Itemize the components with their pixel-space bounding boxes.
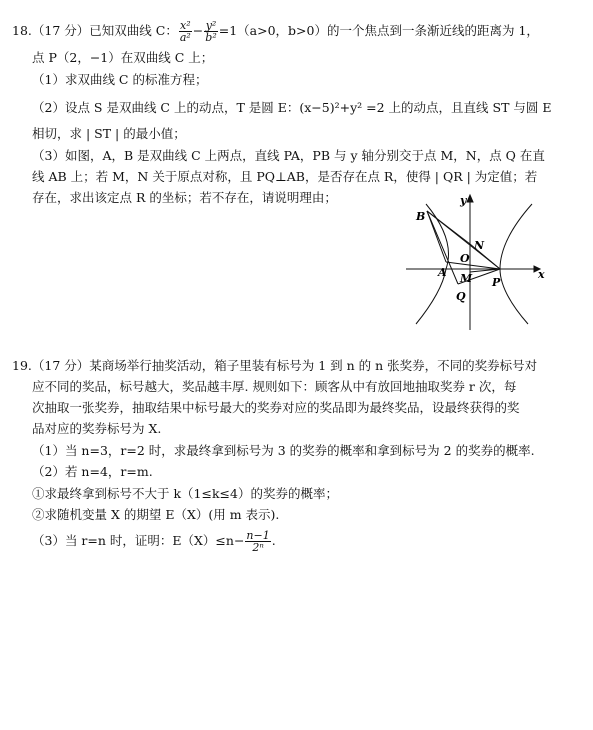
q18-part-2-b: 相切，求 | ST | 的最小值；: [32, 126, 186, 141]
q19-l1: 某商场举行抽奖活动，箱子里装有标号为 1 到 n 的 n 张奖券，不同的奖券标号对: [89, 358, 538, 373]
q19-part-3: [32, 530, 276, 553]
q18-part-2-a: （2）设点 S 是双曲线 C 上的动点，T 是圆 E：(x−5)²+y² =2 上的动点，且直线 ST 与圆 E: [32, 100, 552, 115]
q18-part-1: （1）求双曲线 C 的标准方程；: [32, 72, 208, 87]
q18-intro-post: =1（a>0，b>0）的一个焦点到一条渐近线的距离为 1，: [218, 23, 539, 38]
q19-line-4: 品对应的奖券标号为 X.: [32, 421, 162, 436]
fraction-n-minus-1-over-2n: $\frac{n-1}{\text{2ⁿ}}$: [246, 529, 270, 554]
y-axis-arrow: [467, 195, 473, 202]
q18-number: 18.: [12, 23, 32, 38]
q18-part-3-a: （3）如图，A，B 是双曲线 C 上两点，直线 PA，PB 与 y 轴分别交于点 M，N，点 Q 在直: [32, 148, 545, 163]
label-N: N: [474, 239, 485, 252]
q19-line-1: [12, 358, 537, 374]
q18-score: （17 分）: [31, 23, 90, 38]
label-x: x: [538, 268, 545, 281]
q19-part-1: （1）当 n=3，r=2 时，求最终拿到标号为 3 的奖券的概率和拿到标号为 2 的奖券的概率.: [32, 443, 535, 458]
minus-sign: −: [192, 23, 204, 38]
label-A: A: [438, 266, 447, 279]
q19-line-3: 次抽取一张奖券，抽取结果中标号最大的奖券对应的奖品即为最终奖品，设最终获得的奖: [32, 400, 520, 415]
q19-p3-post: .: [271, 533, 276, 548]
q19-score: （17 分）: [31, 358, 90, 373]
q19-line-2: 应不同的奖品，标号越大，奖品越丰厚. 规则如下：顾客从中有放回地抽取奖券 r 次，每: [32, 379, 517, 394]
q18-line-1: [12, 20, 539, 43]
hyperbola-figure: [404, 192, 554, 332]
q19-part-2-ii: ②求随机变量 X 的期望 E（X）(用 m 表示).: [32, 507, 280, 522]
label-Q: Q: [456, 290, 466, 303]
q19-part-2-i: ①求最终拿到标号不大于 k（1≤k≤4）的奖券的概率；: [32, 486, 338, 501]
q19-number: 19.: [12, 358, 32, 373]
q19-p3-pre: （3）当 r=n 时，证明：E（X）≤n−: [32, 533, 245, 548]
q18-line-2: 点 P（2，−1）在双曲线 C 上；: [32, 50, 214, 65]
label-M: M: [460, 272, 473, 285]
fraction-y2-b2: $\frac{\text{y²}}{\text{b²}}$: [205, 19, 217, 44]
label-P: P: [492, 276, 501, 289]
label-O: O: [460, 252, 470, 265]
q18-part-3-c: 存在，求出该定点 R 的坐标；若不存在，请说明理由；: [32, 190, 337, 205]
hyperbola-right-branch: [500, 204, 532, 324]
q18-intro-pre: 已知双曲线 C：: [89, 23, 178, 38]
q19-part-2: （2）若 n=4，r=m.: [32, 464, 153, 479]
label-B: B: [416, 210, 426, 223]
q18-part-3-b: 线 AB 上；若 M，N 关于原点对称，且 PQ⊥AB，是否存在点 R，使得 | QR | 为定值；若: [32, 169, 538, 184]
fraction-x2-a2: $\frac{\text{x²}}{\text{a²}}$: [179, 19, 191, 44]
label-y: y: [460, 194, 467, 207]
